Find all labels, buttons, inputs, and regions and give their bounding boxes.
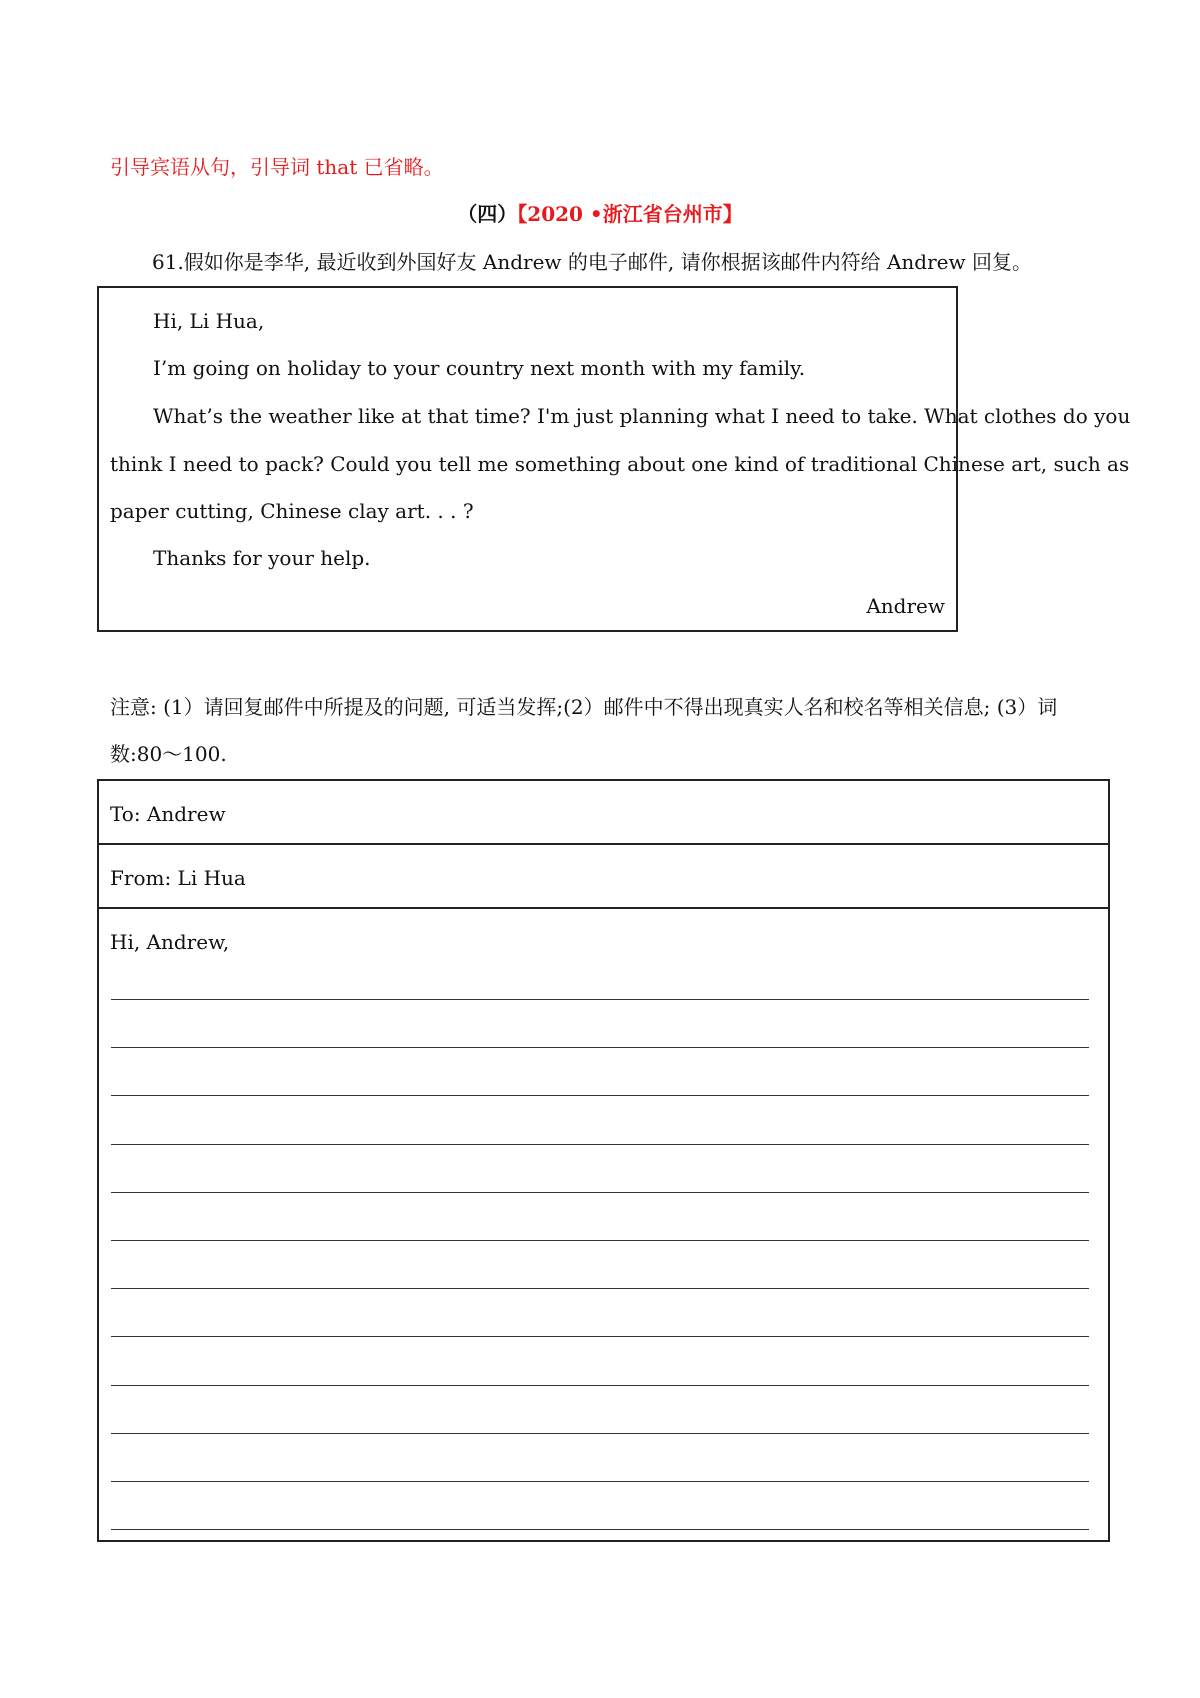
section-title [0,202,1200,226]
incoming-letter-box [97,286,1131,632]
writing-line[interactable] [111,1192,1089,1193]
letter-paragraph-2-line-3: paper cutting, Chinese clay art. . . ? [110,499,474,523]
section-source: 【2020 •浙江省台州市】 [517,202,743,226]
section-number: （四） [457,202,518,226]
reply-from-field: From: Li Hua [110,866,246,890]
writing-line[interactable] [111,1481,1089,1482]
writing-area[interactable] [111,781,1089,1540]
letter-thanks: Thanks for your help. [153,546,371,570]
notice-line-2: 数:80～100. [110,742,227,766]
writing-line[interactable] [111,999,1089,1000]
writing-line[interactable] [111,1095,1089,1096]
writing-line[interactable] [111,1047,1089,1048]
writing-line[interactable] [111,1529,1089,1530]
letter-paragraph-2-line-1: What’s the weather like at that time? I'm just planning what I need to take. What clothes do you [153,404,1131,428]
reply-greeting: Hi, Andrew, [110,930,230,954]
writing-line[interactable] [111,1240,1089,1241]
letter-paragraph-2-line-2: think I need to pack? Could you tell me something about one kind of traditional Chinese art, such as [110,452,1130,476]
letter-greeting: Hi, Li Hua, [153,309,265,333]
writing-line[interactable] [111,1385,1089,1386]
writing-line[interactable] [111,1144,1089,1145]
question-prompt: 61.假如你是李华, 最近收到外国好友 Andrew 的电子邮件, 请你根据该邮件内符给 Andrew 回复。 [152,250,1032,274]
notice-line-1: 注意: (1）请回复邮件中所提及的问题, 可适当发挥;(2）邮件中不得出现真实人名和校名等相关信息; (3）词 [110,695,1058,719]
reply-form-box [97,779,1110,1542]
writing-line[interactable] [111,1288,1089,1289]
writing-line[interactable] [111,1336,1089,1337]
writing-line[interactable] [111,1433,1089,1434]
reply-to-field: To: Andrew [110,802,226,826]
answer-note: 引导宾语从句，引导词 that 已省略。 [110,155,444,179]
letter-signature: Andrew [866,594,945,618]
letter-paragraph-1: I’m going on holiday to your country next month with my family. [153,356,806,380]
